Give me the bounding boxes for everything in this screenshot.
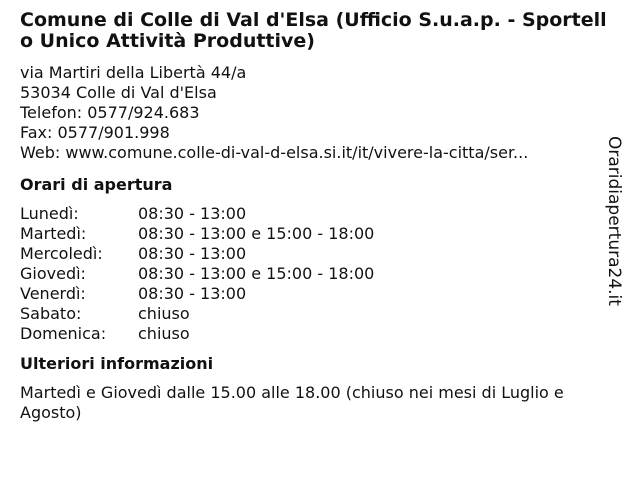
day-label: Sabato: (20, 304, 82, 323)
day-hours: 08:30 - 13:00 e 15:00 - 18:00 (138, 264, 375, 283)
day-hours: 08:30 - 13:00 (138, 244, 247, 263)
website-link[interactable]: Web: www.comune.colle-di-val-d-elsa.si.it/it/vivere-la-citta/ser... (20, 143, 529, 162)
day-label: Domenica: (20, 324, 107, 343)
hours-row-monday (20, 204, 616, 224)
more-info-text: Martedì e Giovedì dalle 15.00 alle 18.00 (chiuso nei mesi di Luglio e Agosto) (20, 383, 564, 422)
place-card (20, 10, 616, 423)
hours-row-sunday (20, 324, 616, 344)
contact-info (20, 63, 616, 163)
place-title: Comune di Colle di Val d'Elsa (Ufficio S.u.a.p. - Sportello Unico Attività Produttive) (20, 9, 607, 52)
day-label: Mercoledì: (20, 244, 103, 263)
day-hours: 08:30 - 13:00 e 15:00 - 18:00 (138, 224, 375, 243)
address-city: 53034 Colle di Val d'Elsa (20, 83, 217, 102)
day-label: Giovedì: (20, 264, 86, 283)
day-label: Lunedì: (20, 204, 79, 223)
more-info-heading: Ulteriori informazioni (20, 354, 214, 373)
day-hours: chiuso (138, 304, 190, 323)
day-hours: 08:30 - 13:00 (138, 284, 247, 303)
day-label: Martedì: (20, 224, 87, 243)
phone-number[interactable]: Telefon: 0577/924.683 (20, 103, 200, 122)
site-brand-watermark: Oraridiapertura24.it (604, 136, 624, 306)
fax-number: Fax: 0577/901.998 (20, 123, 170, 142)
opening-hours-table (20, 204, 616, 344)
hours-row-saturday (20, 304, 616, 324)
opening-hours-heading: Orari di apertura (20, 175, 173, 194)
day-hours: chiuso (138, 324, 190, 343)
hours-row-tuesday (20, 224, 616, 244)
hours-row-friday (20, 284, 616, 304)
hours-row-wednesday (20, 244, 616, 264)
day-label: Venerdì: (20, 284, 86, 303)
address-street: via Martiri della Libertà 44/a (20, 63, 247, 82)
day-hours: 08:30 - 13:00 (138, 204, 247, 223)
hours-row-thursday (20, 264, 616, 284)
